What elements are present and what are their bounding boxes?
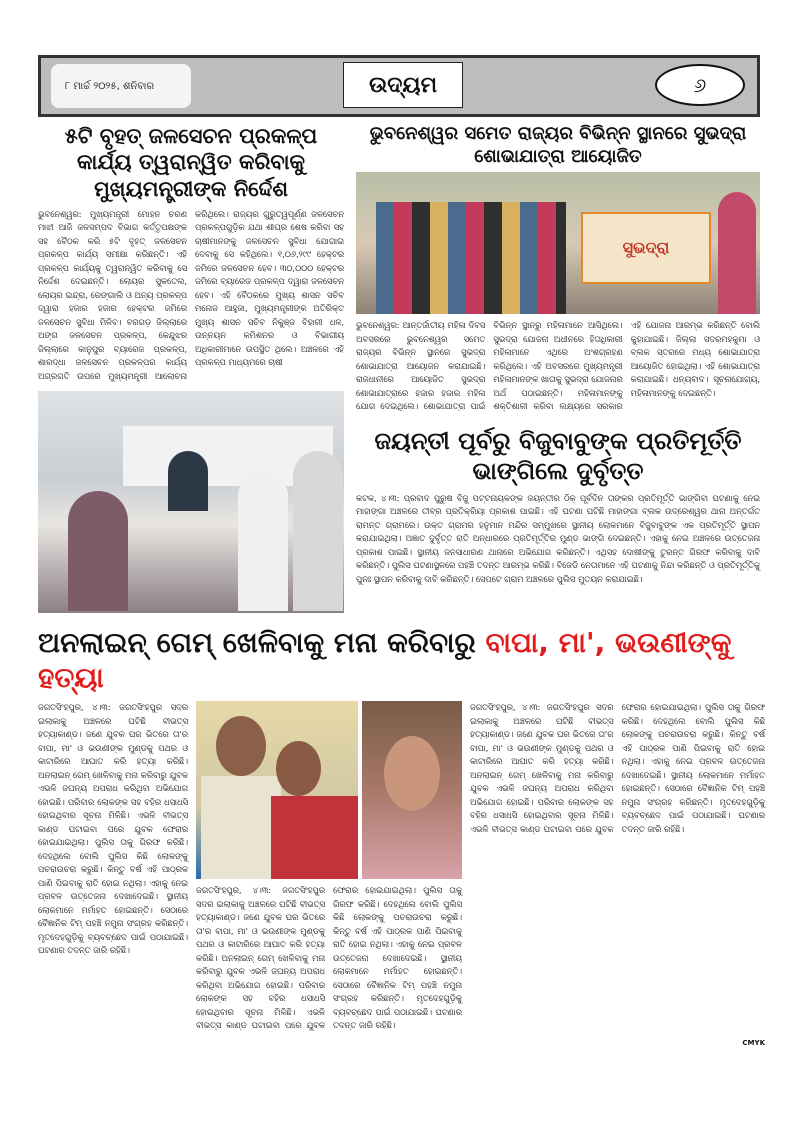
story4-body-col3: ଜଗତସିଂହପୁର, ୪।୩: ଜଗତସିଂହପୁର ସଦର ଇଲାକାକୁ ଅଞ୍ଚଳରେ ଘଟିଛି ବୀଭତ୍ସ ହତ୍ୟାକାଣ୍ଡ। ଜଣେ ଯୁବକ ଘର ଭିତରେ ତା'ର ବାପା, ମା' ଓ ଭଉଣୀଙ୍କ ମୁଣ୍ଡକୁ ପଥର ଓ କାଟାରିରେ ଆଘାତ କରି ହତ୍ୟା କରିଛି। ଅନଲାଇନ୍ ଗେମ୍ ଖେଳିବାକୁ ମନା କରିବାରୁ ଯୁବକ ଏଭଳି ଜଘନ୍ୟ ଅପରାଧ କରିଥିବା ଅଭିଯୋଗ ହୋଇଛି। ପରିବାର ଲୋକଙ୍କ ସହ ବହିର ଧସାଧସି ହୋଇଥିବାର ସୂଚନା ମିଳିଛି। ଏଭଳି ବୀଭତ୍ସ କାଣ୍ଡ ଘଟାଇବା ପରେ ଯୁବକ ଫେରାର ହୋଇଯାଇଥିଲା। ପୁଲିସ ତାକୁ ଗିରଫ କରିଛି। ଦେହଥିଲେ ବୋଲି ପୁଲିସ କିଛି ଲୋକଙ୍କୁ ପଚରାଉଚରା କରୁଛି। କିନ୍ତୁ ବର୍ଷ ଏହି ପାଠ୍ରକ ପାଣି ପିଇବାକୁ ରାତି ହୋଇ ନଥିଲା। ଏହାକୁ ନେଇ ପ୍ରବଳ ଉତ୍ତେଜନା ଦେଖାଦେଇଛି। ସ୍ଥାନୀୟ ଲୋକମାନେ ମର୍ମାହତ ହୋଇଛନ୍ତି। ସେଠାରେ ବୈଜ୍ଞାନିକ ଟିମ୍ ପହଞ୍ଚି ନମୁନା ସଂଗ୍ରହ କରିଛନ୍ତି। ମୃତଦେହଗୁଡ଼ିକୁ ବ୍ୟବଚ୍ଛେଦ ପାଇଁ ପଠାଯାଇଛି। ଘଟଣାର ତଦନ୍ତ ଜାରି ରହିଛି। bbox=[470, 702, 765, 834]
story2-headline: ଭୁବନେଶ୍ୱର ସମେତ ରାଜ୍ୟର ବିଭିନ୍ନ ସ୍ଥାନରେ ସୁଭଦ୍ରା ଶୋଭାଯାତ୍ରା ଆୟୋଜିତ bbox=[369, 123, 747, 167]
story4-headline-red: ବାପା, ମା', ଭଉଣୀଙ୍କୁ ହତ୍ୟା bbox=[38, 626, 732, 695]
right-column bbox=[356, 123, 760, 586]
story4-middle bbox=[196, 701, 462, 1033]
story3-headline: ଜୟନ୍ତୀ ପୂର୍ବରୁ ବିଜୁବାବୁଙ୍କ ପ୍ରତିମୂର୍ତ୍ତି ଭାଙ୍ଗିଲେ ଦୁର୍ବୃତ୍ତ bbox=[374, 426, 742, 485]
story4-headline-black: ଅନଲାଇନ୍ ଗେମ୍ ଖେଳିବାକୁ ମନା କରିବାରୁ bbox=[38, 626, 476, 660]
story4-headline bbox=[38, 625, 765, 695]
story1-body: ଭୁବନେଶ୍ୱର: ମୁଖ୍ୟମନ୍ତ୍ରୀ ମୋହନ ଚରଣ ମାଝୀ ଆଜି ଜଳସମ୍ପଦ ବିଭାଗ କର୍ତ୍ତୃପକ୍ଷଙ୍କ ସହ ବୈଠକ କରି ୫ଟି ବୃହତ୍ ଜଳସେଚନ ପ୍ରକଳ୍ପ କାର୍ଯ୍ୟ ସମୀକ୍ଷା କରିଛନ୍ତି। ଏହି ପ୍ରକଳ୍ପ କାର୍ଯ୍ୟକୁ ତ୍ୱରାନ୍ୱିତ କରିବାକୁ ସେ ନିର୍ଦ୍ଦେଶ ଦେଇଛନ୍ତି। ଲୋୟର ସୁକତେଲ, ଲୋୟର ଇନ୍ଦ୍ରା, ରେଙ୍ଗାଲି ଓ ଅନ୍ୟ ପ୍ରକଳ୍ପ ଦ୍ୱାରା ହଜାର ହଜାର ହେକ୍ଟର ଜମିରେ ଜଳସେଚନ ସୁବିଧା ମିଳିବ। ବରଗଡ଼ ଜିଲ୍ଲାରେ ଅଙ୍ଗ ଜଳସେଚନ ପ୍ରକଳ୍ପ, କେନ୍ଦୁଝର ଜିଲ୍ଲାରେ କାନୁପୁର ବ୍ୟାରେଜ ପ୍ରକଳ୍ପ, ଶାରଦ୍ଧା ଜଳସେଚନ ପ୍ରକଳ୍ପର କାର୍ଯ୍ୟ ଅଗ୍ରଗତି ଉପରେ ମୁଖ୍ୟମନ୍ତ୍ରୀ ଆଲୋଚନା କରିଥିଲେ। ରାଜ୍ୟର ଗୁରୁତ୍ୱପୂର୍ଣ୍ଣ ଜଳସେଚନ ପ୍ରକଳ୍ପଗୁଡ଼ିକ ଯଥା ଶୀଘ୍ର ଶେଷ କରିବା ସହ ଚାଷୀମାନଙ୍କୁ ଜଳସେଚନ ସୁବିଧା ଯୋଗାଇ ଦେବାକୁ ସେ କହିଥିଲେ। ୧,୦୬,୨୯୯ ହେକ୍ଟର ଜମିରେ ଜଳସେଚନ ହେବ। ୩୦,୦୦୦ ହେକ୍ଟର ଜମିରେ ବ୍ୟାରେଜ ପ୍ରକଳ୍ପ ଦ୍ୱାରା ଜଳସେଚନ ହେବ। ଏହି ବୈଠକରେ ମୁଖ୍ୟ ଶାସନ ସଚିବ ମନୋଜ ଆହୁଜା, ମୁଖ୍ୟମନ୍ତ୍ରୀଙ୍କ ଅତିରିକ୍ତ ମୁଖ୍ୟ ଶାସନ ସଚିବ ନିକୁଞ୍ଜ ବିହାରୀ ଧଳ, ଉନ୍ନୟନ କମିଶନର ଓ ବିଭାଗୀୟ ଅଧିକାରୀମାନେ ଉପସ୍ଥିତ ଥିଲେ। ଅଞ୍ଚଳରେ ଏହି ପ୍ରକଳ୍ପ ମାଧ୍ୟମରେ ଚାଷୀ bbox=[38, 208, 344, 381]
cmyk-mark: CMYK bbox=[742, 1038, 765, 1047]
girl-photo bbox=[362, 701, 462, 879]
page-number: ୬ bbox=[655, 64, 745, 106]
subhadra-banner: ସୁଭଦ୍ରା bbox=[581, 212, 711, 284]
story4-body-col2: ଜଗତସିଂହପୁର, ୪।୩: ଜଗତସିଂହପୁର ସଦର ଇଲାକାକୁ ଅଞ୍ଚଳରେ ଘଟିଛି ବୀଭତ୍ସ ହତ୍ୟାକାଣ୍ଡ। ଜଣେ ଯୁବକ ଘର ଭିତରେ ତା'ର ବାପା, ମା' ଓ ଭଉଣୀଙ୍କ ମୁଣ୍ଡକୁ ପଥର ଓ କାଟାରିରେ ଆଘାତ କରି ହତ୍ୟା କରିଛି। ଅନଲାଇନ୍ ଗେମ୍ ଖେଳିବାକୁ ମନା କରିବାରୁ ଯୁବକ ଏଭଳି ଜଘନ୍ୟ ଅପରାଧ କରିଥିବା ଅଭିଯୋଗ ହୋଇଛି। ପରିବାର ଲୋକଙ୍କ ସହ ବହିର ଧସାଧସି ହୋଇଥିବାର ସୂଚନା ମିଳିଛି। ଏଭଳି ବୀଭତ୍ସ କାଣ୍ଡ ଘଟାଇବା ପରେ ଯୁବକ ଫେରାର ହୋଇଯାଇଥିଲା। ପୁଲିସ ତାକୁ ଗିରଫ କରିଛି। ଦେହଥିଲେ ବୋଲି ପୁଲିସ କିଛି ଲୋକଙ୍କୁ ପଚରାଉଚରା କରୁଛି। କିନ୍ତୁ ବର୍ଷ ଏହି ପାଠ୍ରକ ପାଣି ପିଇବାକୁ ରାତି ହୋଇ ନଥିଲା। ଏହାକୁ ନେଇ ପ୍ରବଳ ଉତ୍ତେଜନା ଦେଖାଦେଇଛି। ସ୍ଥାନୀୟ ଲୋକମାନେ ମର୍ମାହତ ହୋଇଛନ୍ତି। ସେଠାରେ ବୈଜ୍ଞାନିକ ଟିମ୍ ପହଞ୍ଚି ନମୁନା ସଂଗ୍ରହ କରିଛନ୍ତି। ମୃତଦେହଗୁଡ଼ିକୁ ବ୍ୟବଚ୍ଛେଦ ପାଇଁ ପଠାଯାଇଛି। ଘଟଣାର ତଦନ୍ତ ଜାରି ରହିଛି। bbox=[196, 885, 462, 1031]
story1-headline: ୫ଟି ବୃହତ୍ ଜଳସେଚନ ପ୍ରକଳ୍ପ କାର୍ଯ୍ୟ ତ୍ୱରାନ୍ୱିତ କରିବାକୁ ମୁଖ୍ୟମନ୍ତ୍ରୀଙ୍କ ନିର୍ଦ୍ଦେଶ bbox=[64, 124, 318, 201]
newspaper-logo: ଉଦ୍ୟମ bbox=[343, 62, 463, 108]
story4-body-col1: ଜଗତସିଂହପୁର, ୪।୩: ଜଗତସିଂହପୁର ସଦର ଇଲାକାକୁ ଅଞ୍ଚଳରେ ଘଟିଛି ବୀଭତ୍ସ ହତ୍ୟାକାଣ୍ଡ। ଜଣେ ଯୁବକ ଘର ଭିତରେ ତା'ର ବାପା, ମା' ଓ ଭଉଣୀଙ୍କ ମୁଣ୍ଡକୁ ପଥର ଓ କାଟାରିରେ ଆଘାତ କରି ହତ୍ୟା କରିଛି। ଅନଲାଇନ୍ ଗେମ୍ ଖେଳିବାକୁ ମନା କରିବାରୁ ଯୁବକ ଏଭଳି ଜଘନ୍ୟ ଅପରାଧ କରିଥିବା ଅଭିଯୋଗ ହୋଇଛି। ପରିବାର ଲୋକଙ୍କ ସହ ବହିର ଧସାଧସି ହୋଇଥିବାର ସୂଚନା ମିଳିଛି। ଏଭଳି ବୀଭତ୍ସ କାଣ୍ଡ ଘଟାଇବା ପରେ ଯୁବକ ଫେରାର ହୋଇଯାଇଥିଲା। ପୁଲିସ ତାକୁ ଗିରଫ କରିଛି। ଦେହଥିଲେ ବୋଲି ପୁଲିସ କିଛି ଲୋକଙ୍କୁ ପଚରାଉଚରା କରୁଛି। କିନ୍ତୁ ବର୍ଷ ଏହି ପାଠ୍ରକ ପାଣି ପିଇବାକୁ ରାତି ହୋଇ ନଥିଲା। ଏହାକୁ ନେଇ ପ୍ରବଳ ଉତ୍ତେଜନା ଦେଖାଦେଇଛି। ସ୍ଥାନୀୟ ଲୋକମାନେ ମର୍ମାହତ ହୋଇଛନ୍ତି। ସେଠାରେ ବୈଜ୍ଞାନିକ ଟିମ୍ ପହଞ୍ଚି ନମୁନା ସଂଗ୍ରହ କରିଛନ୍ତି। ମୃତଦେହଗୁଡ଼ିକୁ ବ୍ୟବଚ୍ଛେଦ ପାଇଁ ପଠାଯାଇଛି। ଘଟଣାର ତଦନ୍ତ ଜାରି ରହିଛି। bbox=[38, 702, 188, 956]
procession-photo bbox=[356, 172, 760, 314]
story2-body: ଭୁବନେଶ୍ୱର: ଆନ୍ତର୍ଜାତୀୟ ମହିଳା ଦିବସ ଅବସରରେ ଭୁବନେଶ୍ୱର ସମେତ ରାଜ୍ୟର ବିଭିନ୍ନ ସ୍ଥାନରେ ସୁଭଦ୍ରା ଶୋଭାଯାତ୍ରା ଆୟୋଜନ କରାଯାଇଛି। ରାଜଧାନୀରେ ଆୟୋଜିତ ସୁଭଦ୍ରା ଶୋଭାଯାତ୍ରାରେ ହଜାର ହଜାର ମହିଳା ଯୋଗ ଦେଇଥିଲେ। ଶୋଭାଯାତ୍ରା ପାଇଁ ବିଭିନ୍ନ ସ୍ଥାନରୁ ମହିଳାମାନେ ଆସିଥିଲେ। ସୁଭଦ୍ରା ଯୋଜନା ଅଧୀନରେ ହିତାଧିକାରୀ ମହିଳାମାନେ ଏଥିରେ ଅଂଶଗ୍ରହଣ କରିଥିଲେ। ଏହି ଅବସରରେ ମୁଖ୍ୟମନ୍ତ୍ରୀ ମହିଳାମାନଙ୍କ ଖାତାକୁ ସୁଭଦ୍ରା ଯୋଜନାର ଅର୍ଥ ପଠାଇଛନ୍ତି। ମହିଳାମାନଙ୍କୁ ଶକ୍ତିଶାଳୀ କରିବା ଲକ୍ଷ୍ୟରେ ସରକାର ଏହି ଯୋଜନା ଆରମ୍ଭ କରିଛନ୍ତି ବୋଲି କୁହାଯାଇଛି। ଜିଲ୍ଲା ସଦରମହକୁମା ଓ ବ୍ଲକ ସ୍ତରରେ ମଧ୍ୟ ଶୋଭାଯାତ୍ରା ଆୟୋଜିତ ହୋଇଥିଲା। ଏହି ଶୋଭାଯାତ୍ରା କରାଯାଇଛି। ଧନ୍ୟବାଦ। ସୂଚନାଯୋଗ୍ୟ, ମହିଳାମାନଙ୍କୁ ଦେଇଛନ୍ତି। bbox=[356, 320, 760, 411]
issue-date: ୮ ମାର୍ଚ୍ଚ ୨୦୨୫, ଶନିବାର bbox=[51, 64, 191, 108]
meeting-photo bbox=[38, 391, 344, 613]
story1 bbox=[38, 123, 344, 613]
story3-body: କଟକ, ୪।୩: ପ୍ରବାଦ ପୁରୁଷ ବିଜୁ ପଟ୍ଟନାୟକଙ୍କ ଜୟନ୍ତୀର ଠିକ୍ ପୂର୍ବଦିନ ତାଙ୍କର ପ୍ରତିମୂର୍ତ୍ତି ଭାଙ୍ଗିବା ଘଟଣାକୁ ନେଇ ମାହାଙ୍ଗା ଅଞ୍ଚଳରେ ତୀବ୍ର ପ୍ରତିକ୍ରିୟା ପ୍ରକାଶ ପାଇଛି। ଏହି ଘଟଣା ଘଟିଛି ମାହାଙ୍ଗା ବ୍ଲକ ଉଦ୍ରେଶ୍ୱର ଥାନା ଅନ୍ତର୍ଗତ ରାମନ୍ତ ଗ୍ରାମରେ। ଉକ୍ତ ଗ୍ରାମର ହନୁମାନ ମନ୍ଦିର ସମ୍ମୁଖରେ ସ୍ଥାନୀୟ ଲୋକମାନେ ବିଜୁବାବୁଙ୍କ ଏକ ପ୍ରତିମୂର୍ତ୍ତି ସ୍ଥାପନ କରାଯାଇଥିଲା। ଅଜ୍ଞାତ ଦୁର୍ବୃତ୍ତ ରାତି ଅନ୍ଧାରରେ ପ୍ରତିମୂର୍ତ୍ତିର ମୁଣ୍ଡ ଭାଙ୍ଗି ଦେଇଛନ୍ତି। ଏହାକୁ ନେଇ ଅଞ୍ଚଳରେ ଉତ୍ତେଜନା ପ୍ରକାଶ ପାଇଛି। ସ୍ଥାନୀୟ ଜନସାଧାରଣ ଥାନାରେ ଅଭିଯୋଗ କରିଛନ୍ତି। ଏଥିସହ ଦୋଷୀଙ୍କୁ ତୁରନ୍ତ ଗିରଫ କରିବାକୁ ଦାବି କରିଛନ୍ତି। ପୁଲିସ ଘଟଣାସ୍ଥଳରେ ପହଞ୍ଚି ତଦନ୍ତ ଆରମ୍ଭ କରିଛି। ବିଜେଡି ନେତାମାନେ ଏହି ଘଟଣାକୁ ନିନ୍ଦା କରିଛନ୍ତି ଓ ପ୍ରତିମୂର୍ତ୍ତିକୁ ପୁନଃ ସ୍ଥାପନ କରିବାକୁ ଦାବି କରିଛନ୍ତି। ସେପଟେ ଗ୍ରାମ ଅଞ୍ଚଳରେ ପୁଲିସ ମୁତୟନ କରାଯାଇଛି। bbox=[356, 492, 760, 584]
masthead bbox=[38, 55, 760, 117]
victims-photo bbox=[196, 701, 358, 879]
